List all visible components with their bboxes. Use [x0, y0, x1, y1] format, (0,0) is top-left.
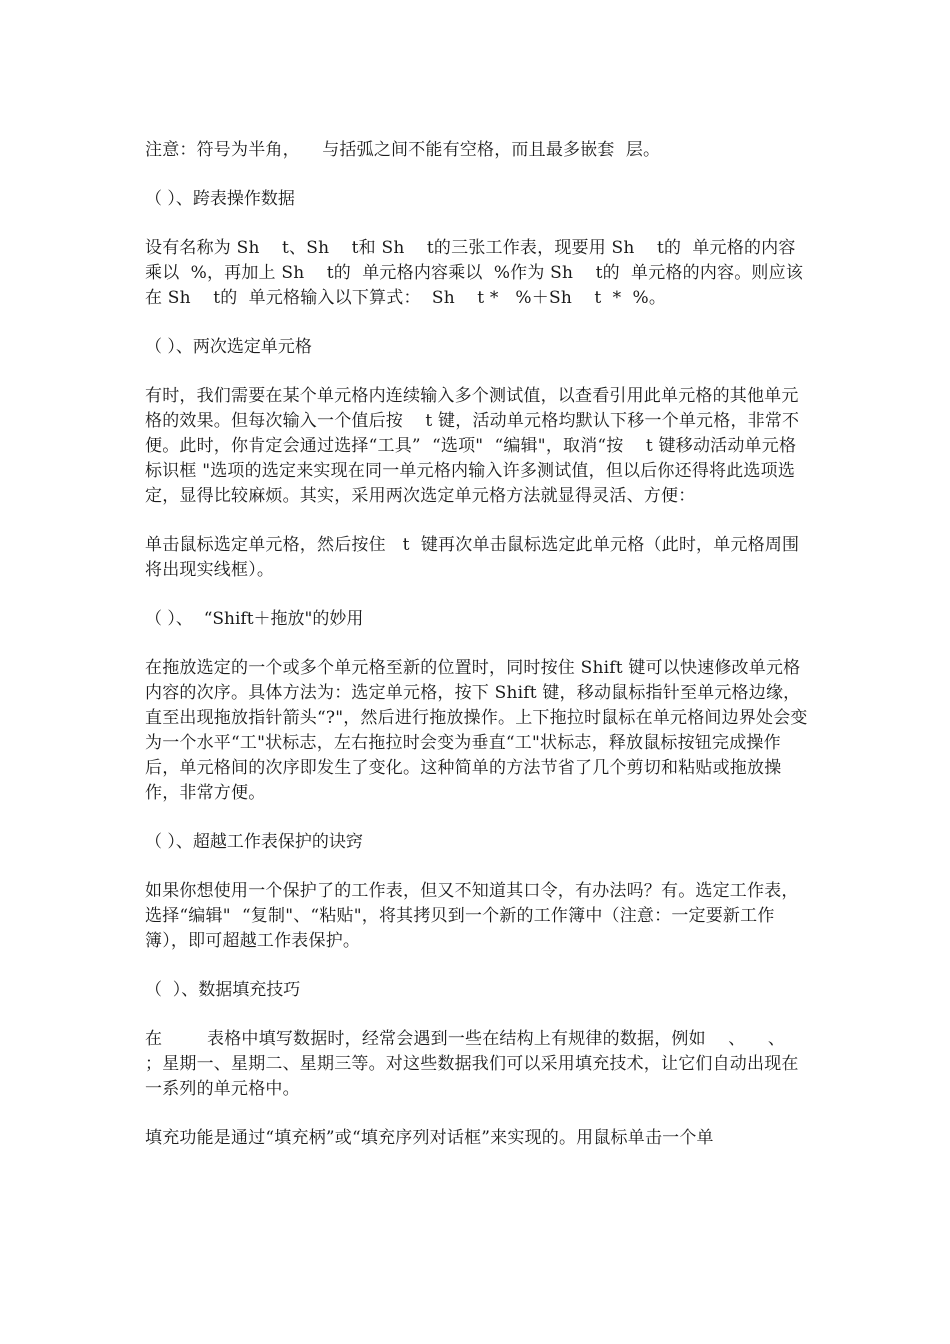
section-heading-sheet-protection: （ ）、超越工作表保护的诀窍	[145, 832, 363, 852]
section-heading-data-fill: （ ）、数据填充技巧	[145, 980, 301, 1000]
section-heading-cross-sheet: （ ）、跨表操作数据	[145, 189, 295, 209]
cross-sheet-paragraph: 设有名称为 Sh t、Sh t和 Sh t的三张工作表，现要用 Sh t的 单元格的内容乘以 %，再加上 Sh t的 单元格内容乘以 %作为 Sh t的 单元格的内容。则应该在 Sh t的 单元格输入以下算式： Sh t * %＋Sh t * %。	[145, 238, 804, 308]
document-page	[145, 138, 810, 1175]
shift-drag-paragraph: 在拖放选定的一个或多个单元格至新的位置时，同时按住 Shift 键可以快速修改单元格内容的次序。具体方法为：选定单元格，按下 Shift 键，移动鼠标指针至单元格边缘，直至出现拖放指针箭头“?"，然后进行拖放操作。上下拖拉时鼠标在单元格间边界处会变为一个水平“工"状标志，左右拖拉时会变为垂直“工"状标志，释放鼠标按钮完成操作后，单元格间的次序即发生了变化。这种简单的方法节省了几个剪切和粘贴或拖放操作，非常方便。	[145, 658, 808, 803]
section-heading-shift-drag: （ ）、 “Shift＋拖放"的妙用	[145, 609, 364, 629]
double-select-paragraph-1: 有时，我们需要在某个单元格内连续输入多个测试值，以查看引用此单元格的其他单元格的效果。但每次输入一个值后按 t 键，活动单元格均默认下移一个单元格，非常不便。此时，你肯定会通过选择“工具” “选项" “编辑"，取消“按 t 键移动活动单元格标识框 "选项的选定来实现在同一单元格内输入许多测试值，但以后你还得将此选项选定，显得比较麻烦。其实，采用两次选定单元格方法就显得灵活、方便：	[145, 386, 800, 506]
data-fill-paragraph-2: 填充功能是通过“填充柄”或“填充序列对话框”来实现的。用鼠标单击一个单	[145, 1128, 714, 1148]
note-paragraph: 注意：符号为半角， 与括弧之间不能有空格，而且最多嵌套 层。	[145, 140, 661, 160]
double-select-paragraph-2: 单击鼠标选定单元格，然后按住 t 键再次单击鼠标选定此单元格（此时，单元格周围将出现实线框）。	[145, 535, 800, 580]
sheet-protection-paragraph: 如果你想使用一个保护了的工作表，但又不知道其口令，有办法吗？有。选定工作表，选择“编辑" “复制"、“粘贴"，将其拷贝到一个新的工作簿中（注意：一定要新工作簿），即可超越工作表保护。	[145, 881, 799, 951]
data-fill-paragraph-1: 在 表格中填写数据时，经常会遇到一些在结构上有规律的数据，例如 、 、 ；星期一、星期二、星期三等。对这些数据我们可以采用填充技术，让它们自动出现在一系列的单元格中。	[145, 1029, 808, 1099]
section-heading-double-select: （ ）、两次选定单元格	[145, 337, 312, 357]
